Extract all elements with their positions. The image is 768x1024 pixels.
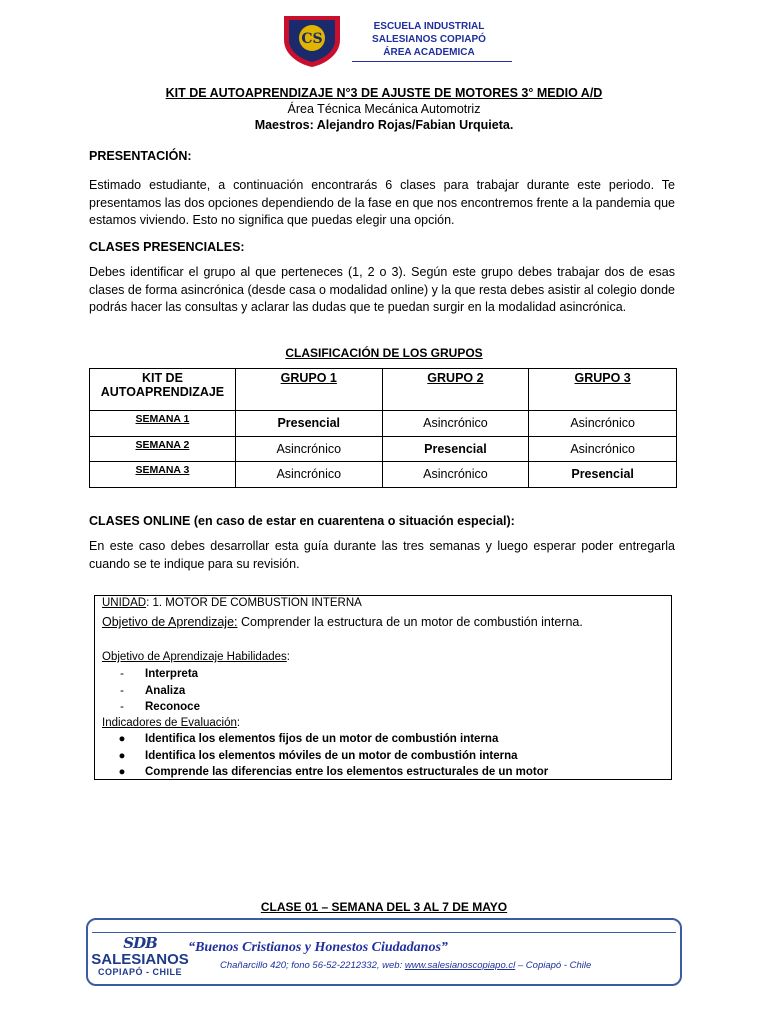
skills-line <box>102 651 290 663</box>
week-label: SEMANA 3 <box>90 462 236 488</box>
table-row <box>90 462 677 488</box>
objective-value: Comprender la estructura de un motor de combustión interna. <box>237 615 583 629</box>
table-cell: Asincrónico <box>529 436 677 462</box>
week-label: SEMANA 1 <box>90 411 236 437</box>
school-crest-icon <box>280 14 344 68</box>
corner-line-2: AUTOAPRENDIZAJE <box>100 385 225 399</box>
school-name-block <box>354 20 504 59</box>
header-divider <box>352 61 512 62</box>
bullet-icon: ● <box>118 766 126 778</box>
school-line-1: ESCUELA INDUSTRIAL <box>373 21 485 32</box>
skills-label: Objetivo de Aprendizaje Habilidades <box>102 651 287 663</box>
indicator-text: Identifica los elementos móviles de un motor de combustión interna <box>145 749 518 762</box>
presentation-heading: PRESENTACIÓN: <box>89 149 192 163</box>
table-cell: Presencial <box>235 411 382 437</box>
online-heading: CLASES ONLINE (en caso de estar en cuarentena o situación especial): <box>89 514 515 528</box>
school-header <box>280 14 520 74</box>
dash-icon: - <box>120 701 124 713</box>
skills-list <box>115 668 200 718</box>
table-cell: Asincrónico <box>235 436 382 462</box>
header-grupo-1: GRUPO 1 <box>235 369 382 411</box>
skills-colon: : <box>286 651 290 663</box>
table-cell: Asincrónico <box>235 462 382 488</box>
presentation-text: Estimado estudiante, a continuación encontrarás 6 clases para trabajar durante este periodo. Te presentamos las dos opciones dependiendo de la fase en que nos encontremos frente a la pandemia que estamos viviendo. Esto no significa que puedas elegir una opción. <box>89 178 675 227</box>
table-corner-header <box>90 369 236 411</box>
unit-line <box>102 597 362 609</box>
presencial-text: Debes identificar el grupo al que perteneces (1, 2 o 3). Según este grupo debes trabajar dos de esas clases de forma asincrónica (desde casa o modalidad online) y la que resta debes asistir al colegio donde podrás hacer las consultas y aclarar las dudas que te puedan surgir en la modalidad asincrónica. <box>89 265 675 314</box>
table-row <box>90 411 677 437</box>
corner-line-1: KIT DE <box>141 371 183 385</box>
bullet-icon: ● <box>118 749 126 762</box>
header-grupo-3: GRUPO 3 <box>529 369 677 411</box>
week-label: SEMANA 2 <box>90 436 236 462</box>
indicator-text: Identifica los elementos fijos de un motor de combustión interna <box>145 733 499 745</box>
dash-icon: - <box>120 668 124 680</box>
footer-motto: “Buenos Cristianos y Honestos Ciudadanos” <box>188 940 448 955</box>
website-link[interactable]: www.salesianoscopiapo.cl <box>404 960 516 971</box>
groups-table <box>89 368 677 488</box>
table-cell: Presencial <box>382 436 529 462</box>
groups-table-title: CLASIFICACIÓN DE LOS GRUPOS <box>285 346 483 360</box>
dash-icon: - <box>120 684 124 697</box>
logo-city: COPIAPÓ - CHILE <box>97 967 182 977</box>
list-item <box>115 750 548 767</box>
list-item <box>115 733 548 750</box>
svg-text:CS: CS <box>301 31 323 47</box>
objective-line <box>102 615 583 629</box>
table-header-row <box>90 369 677 411</box>
list-item <box>115 701 200 718</box>
logo-name: SALESIANOS <box>91 951 189 968</box>
bullet-icon: ● <box>118 733 126 745</box>
list-item <box>115 766 548 783</box>
unit-value: : 1. MOTOR DE COMBUSTION INTERNA <box>146 597 362 609</box>
indicator-text: Comprende las diferencias entre los elementos estructurales de un motor <box>145 766 549 778</box>
page-footer <box>86 918 682 986</box>
presencial-heading: CLASES PRESENCIALES: <box>89 240 245 254</box>
school-line-3: ÁREA ACADEMICA <box>383 47 475 58</box>
skill-text: Analiza <box>145 684 186 697</box>
document-teachers: Maestros: Alejandro Rojas/Fabian Urquieta. <box>254 118 514 132</box>
skill-text: Interpreta <box>145 668 199 680</box>
logo-sdb: SDB <box>123 934 157 952</box>
skill-text: Reconoce <box>145 701 200 713</box>
document-title: KIT DE AUTOAPRENDIZAJE N°3 DE AJUSTE DE MOTORES 3° MEDIO A/D <box>165 86 603 100</box>
table-cell: Presencial <box>529 462 677 488</box>
list-item <box>115 668 200 685</box>
objective-label: Objetivo de Aprendizaje: <box>102 615 238 629</box>
clase-title: CLASE 01 – SEMANA DEL 3 AL 7 DE MAYO <box>260 900 508 914</box>
indicators-label: Indicadores de Evaluación <box>102 717 237 729</box>
table-cell: Asincrónico <box>382 411 529 437</box>
list-item <box>115 685 200 702</box>
document-area: Área Técnica Mecánica Automotriz <box>287 102 481 116</box>
table-cell: Asincrónico <box>529 411 677 437</box>
indicators-colon: : <box>236 717 241 729</box>
online-text: En este caso debes desarrollar esta guía durante las tres semanas y luego esperar poder entregarla cuando se te indique para su revisión. <box>89 539 675 571</box>
unit-box <box>94 595 672 780</box>
footer-location: – Copiapó - Chile <box>515 960 592 971</box>
salesianos-logo <box>90 934 190 977</box>
table-row <box>90 436 677 462</box>
indicators-list <box>115 733 548 783</box>
footer-address: Chañarcillo 420; fono 56-52-2212332, web: <box>220 960 405 971</box>
footer-contact <box>220 960 680 971</box>
school-line-2: SALESIANOS COPIAPÓ <box>372 34 486 45</box>
header-grupo-2: GRUPO 2 <box>382 369 529 411</box>
unit-label: UNIDAD <box>102 597 147 609</box>
indicators-line <box>102 717 240 729</box>
table-cell: Asincrónico <box>382 462 529 488</box>
